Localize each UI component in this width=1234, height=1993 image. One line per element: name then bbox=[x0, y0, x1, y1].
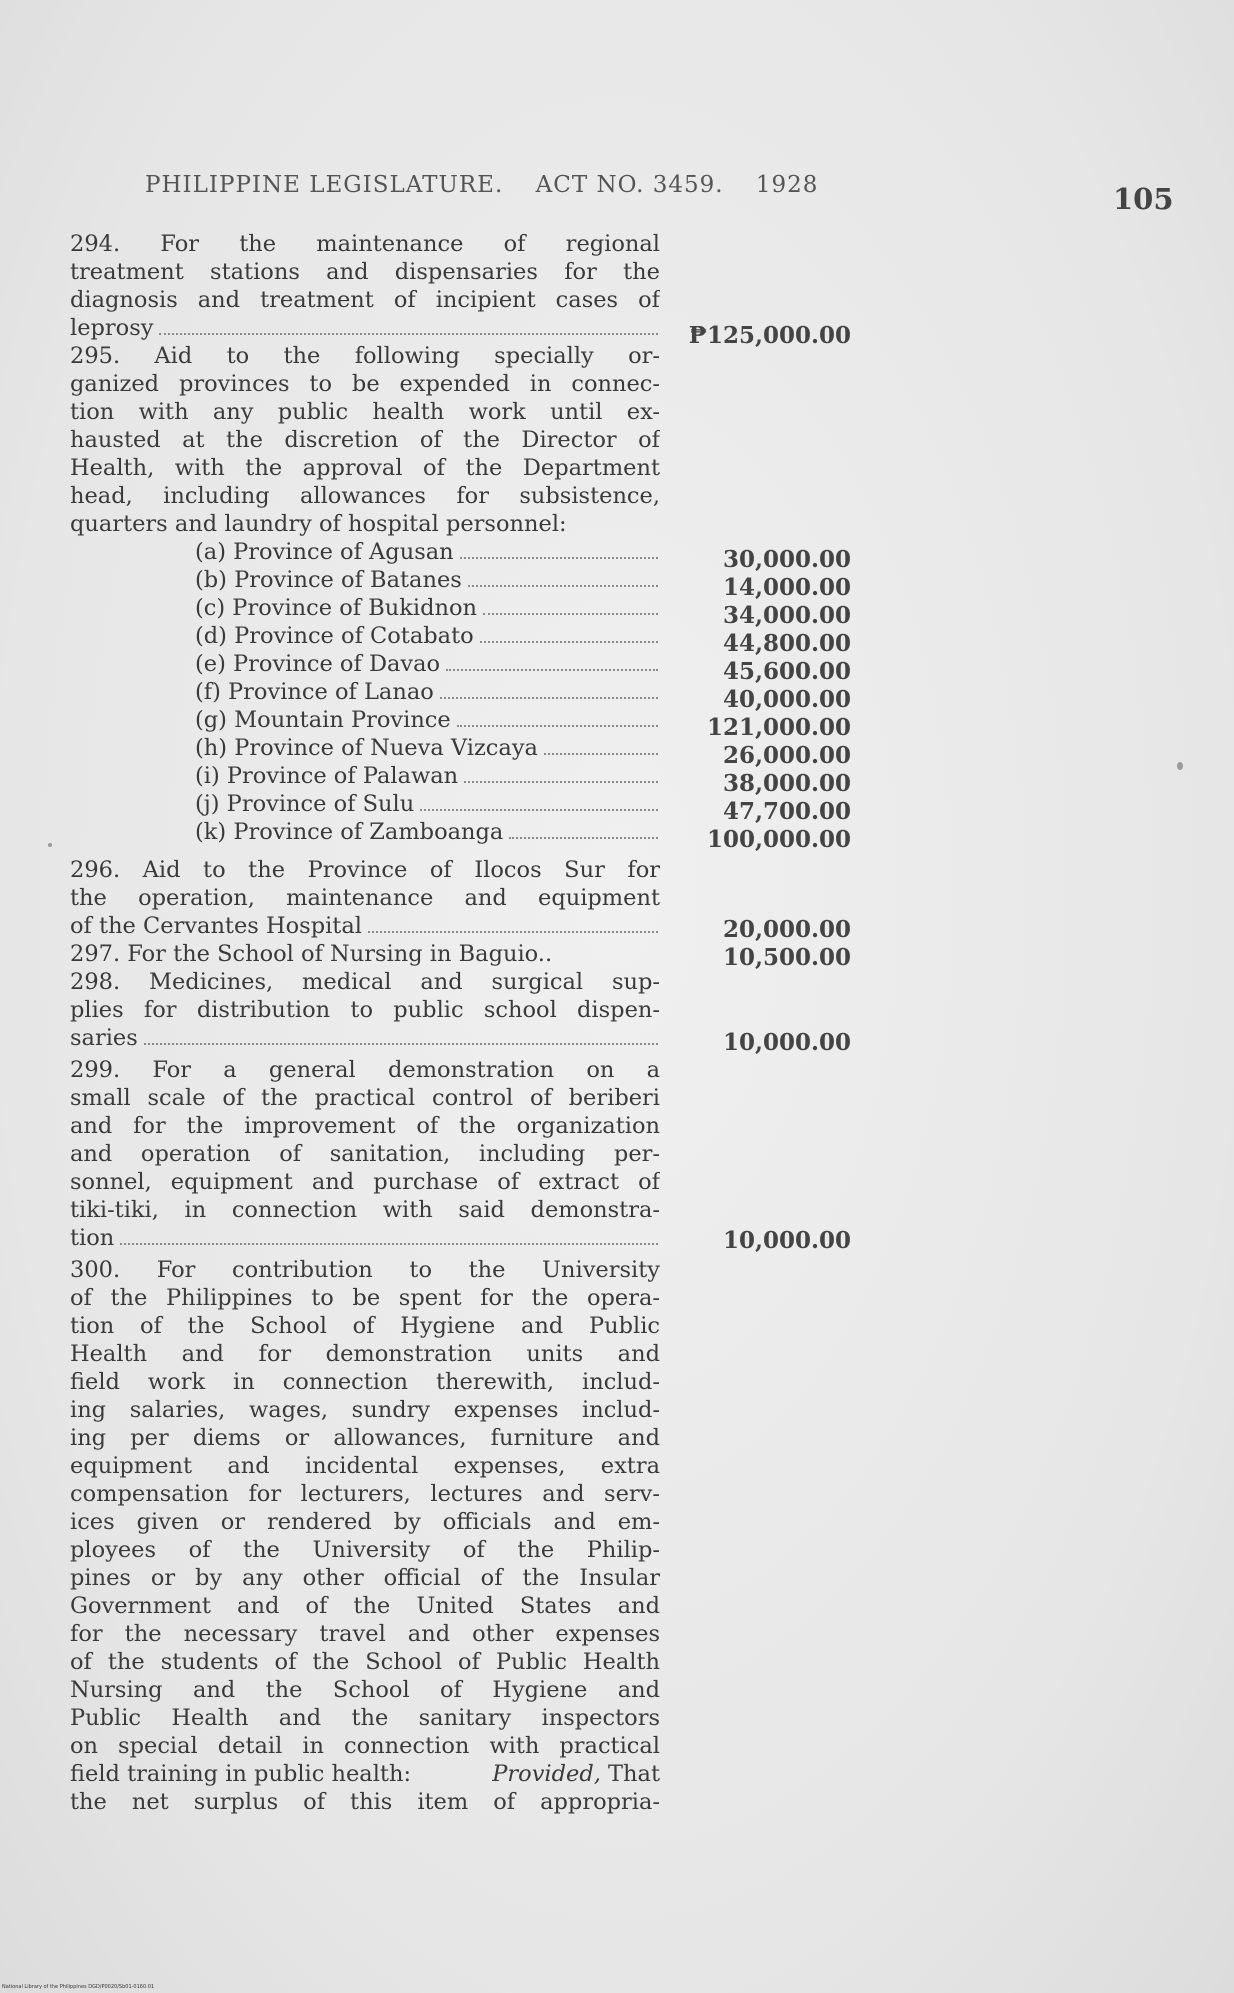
province-item: (c) Province of Bukidnon bbox=[195, 594, 660, 622]
amount: 34,000.00 bbox=[722, 602, 851, 629]
text-line: for the necessary travel and other expenses bbox=[70, 1621, 660, 1647]
amount: 44,800.00 bbox=[722, 630, 851, 657]
text-line: 300. For contribution to the University bbox=[70, 1257, 660, 1283]
text-line: of the Philippines to be spent for the opera- bbox=[70, 1285, 660, 1311]
text-line: small scale of the practical control of beriberi bbox=[70, 1085, 660, 1111]
running-header bbox=[145, 172, 842, 198]
text-line: treatment stations and dispensaries for the bbox=[70, 259, 660, 285]
text-line: tiki-tiki, in connection with said demonstra- bbox=[70, 1197, 660, 1223]
amount: 26,000.00 bbox=[722, 742, 851, 769]
text-line: hausted at the discretion of the Director of bbox=[70, 427, 660, 453]
text-line: compensation for lecturers, lectures and serv- bbox=[70, 1481, 660, 1507]
amount: 30,000.00 bbox=[722, 546, 851, 573]
scan-footer-caption: National Library of the Philippines DGD/P0020/Sb01-0160.01 bbox=[2, 1984, 155, 1990]
text-line: ganized provinces to be expended in connec- bbox=[70, 371, 660, 397]
header-legislature: PHILIPPINE LEGISLATURE. bbox=[145, 172, 504, 198]
text-line: the net surplus of this item of appropria- bbox=[70, 1789, 660, 1815]
text-line: 299. For a general demonstration on a bbox=[70, 1057, 660, 1083]
amount: ₱125,000.00 bbox=[688, 322, 851, 349]
province-item: (f) Province of Lanao bbox=[195, 678, 660, 706]
text-line: diagnosis and treatment of incipient cases of bbox=[70, 287, 660, 313]
text-line: pines or by any other official of the Insular bbox=[70, 1565, 660, 1591]
province-item: (h) Province of Nueva Vizcaya bbox=[195, 734, 660, 762]
text-line: tion of the School of Hygiene and Public bbox=[70, 1313, 660, 1339]
scan-speck bbox=[48, 843, 52, 847]
header-year: 1928 bbox=[755, 172, 819, 198]
text-line: ployees of the University of the Philip- bbox=[70, 1537, 660, 1563]
text-line: Government and of the United States and bbox=[70, 1593, 660, 1619]
text-line: tion with any public health work until ex- bbox=[70, 399, 660, 425]
text-line: Nursing and the School of Hygiene and bbox=[70, 1677, 660, 1703]
text-line: the operation, maintenance and equipment bbox=[70, 885, 660, 911]
text-line: Health, with the approval of the Department bbox=[70, 455, 660, 481]
text-line: Health and for demonstration units and bbox=[70, 1341, 660, 1367]
amount: 10,500.00 bbox=[722, 944, 851, 971]
text-line: tion bbox=[70, 1224, 660, 1252]
province-item: (g) Mountain Province bbox=[195, 706, 660, 734]
header-act-number: ACT NO. 3459. bbox=[535, 172, 724, 198]
text-line: of the Cervantes Hospital bbox=[70, 912, 660, 940]
province-item: (i) Province of Palawan bbox=[195, 762, 660, 790]
province-item: (b) Province of Batanes bbox=[195, 566, 660, 594]
text-line: field work in connection therewith, includ- bbox=[70, 1369, 660, 1395]
amount: 20,000.00 bbox=[722, 916, 851, 943]
text-line: of the students of the School of Public Health bbox=[70, 1649, 660, 1675]
amount: 10,000.00 bbox=[722, 1029, 851, 1056]
text-line: 295. Aid to the following specially or- bbox=[70, 343, 660, 369]
text-line: quarters and laundry of hospital personnel: bbox=[70, 511, 567, 537]
text-line: 298. Medicines, medical and surgical sup- bbox=[70, 969, 660, 995]
text-line: leprosy bbox=[70, 314, 660, 342]
text-line: field training in public health: Provided, That bbox=[70, 1761, 660, 1787]
amount: 121,000.00 bbox=[706, 714, 851, 741]
amount: 100,000.00 bbox=[706, 826, 851, 853]
page-number: 105 bbox=[1113, 182, 1174, 216]
province-item: (j) Province of Sulu bbox=[195, 790, 660, 818]
text-line: 296. Aid to the Province of Ilocos Sur for bbox=[70, 857, 660, 883]
text-line: ing per diems or allowances, furniture and bbox=[70, 1425, 660, 1451]
text-line: ing salaries, wages, sundry expenses includ- bbox=[70, 1397, 660, 1423]
text-line: head, including allowances for subsistence, bbox=[70, 483, 660, 509]
amount: 47,700.00 bbox=[722, 798, 851, 825]
amount: 40,000.00 bbox=[722, 686, 851, 713]
province-item: (k) Province of Zamboanga bbox=[195, 818, 660, 846]
amount: 14,000.00 bbox=[722, 574, 851, 601]
text-line: Public Health and the sanitary inspectors bbox=[70, 1705, 660, 1731]
amount: 38,000.00 bbox=[722, 770, 851, 797]
text-line: and operation of sanitation, including per- bbox=[70, 1141, 660, 1167]
text-line: and for the improvement of the organization bbox=[70, 1113, 660, 1139]
text-line: ices given or rendered by officials and em- bbox=[70, 1509, 660, 1535]
text-line: sonnel, equipment and purchase of extract of bbox=[70, 1169, 660, 1195]
text-line: saries bbox=[70, 1024, 660, 1052]
amount: 45,600.00 bbox=[722, 658, 851, 685]
scan-speck bbox=[1177, 762, 1183, 770]
province-item: (a) Province of Agusan bbox=[195, 538, 660, 566]
text-line: on special detail in connection with practical bbox=[70, 1733, 660, 1759]
province-item: (d) Province of Cotabato bbox=[195, 622, 660, 650]
text-line: 297. For the School of Nursing in Baguio.. bbox=[70, 941, 553, 967]
text-line: equipment and incidental expenses, extra bbox=[70, 1453, 660, 1479]
text-line: plies for distribution to public school dispen- bbox=[70, 997, 660, 1023]
text-line: 294. For the maintenance of regional bbox=[70, 231, 660, 257]
province-item: (e) Province of Davao bbox=[195, 650, 660, 678]
amount: 10,000.00 bbox=[722, 1227, 851, 1254]
